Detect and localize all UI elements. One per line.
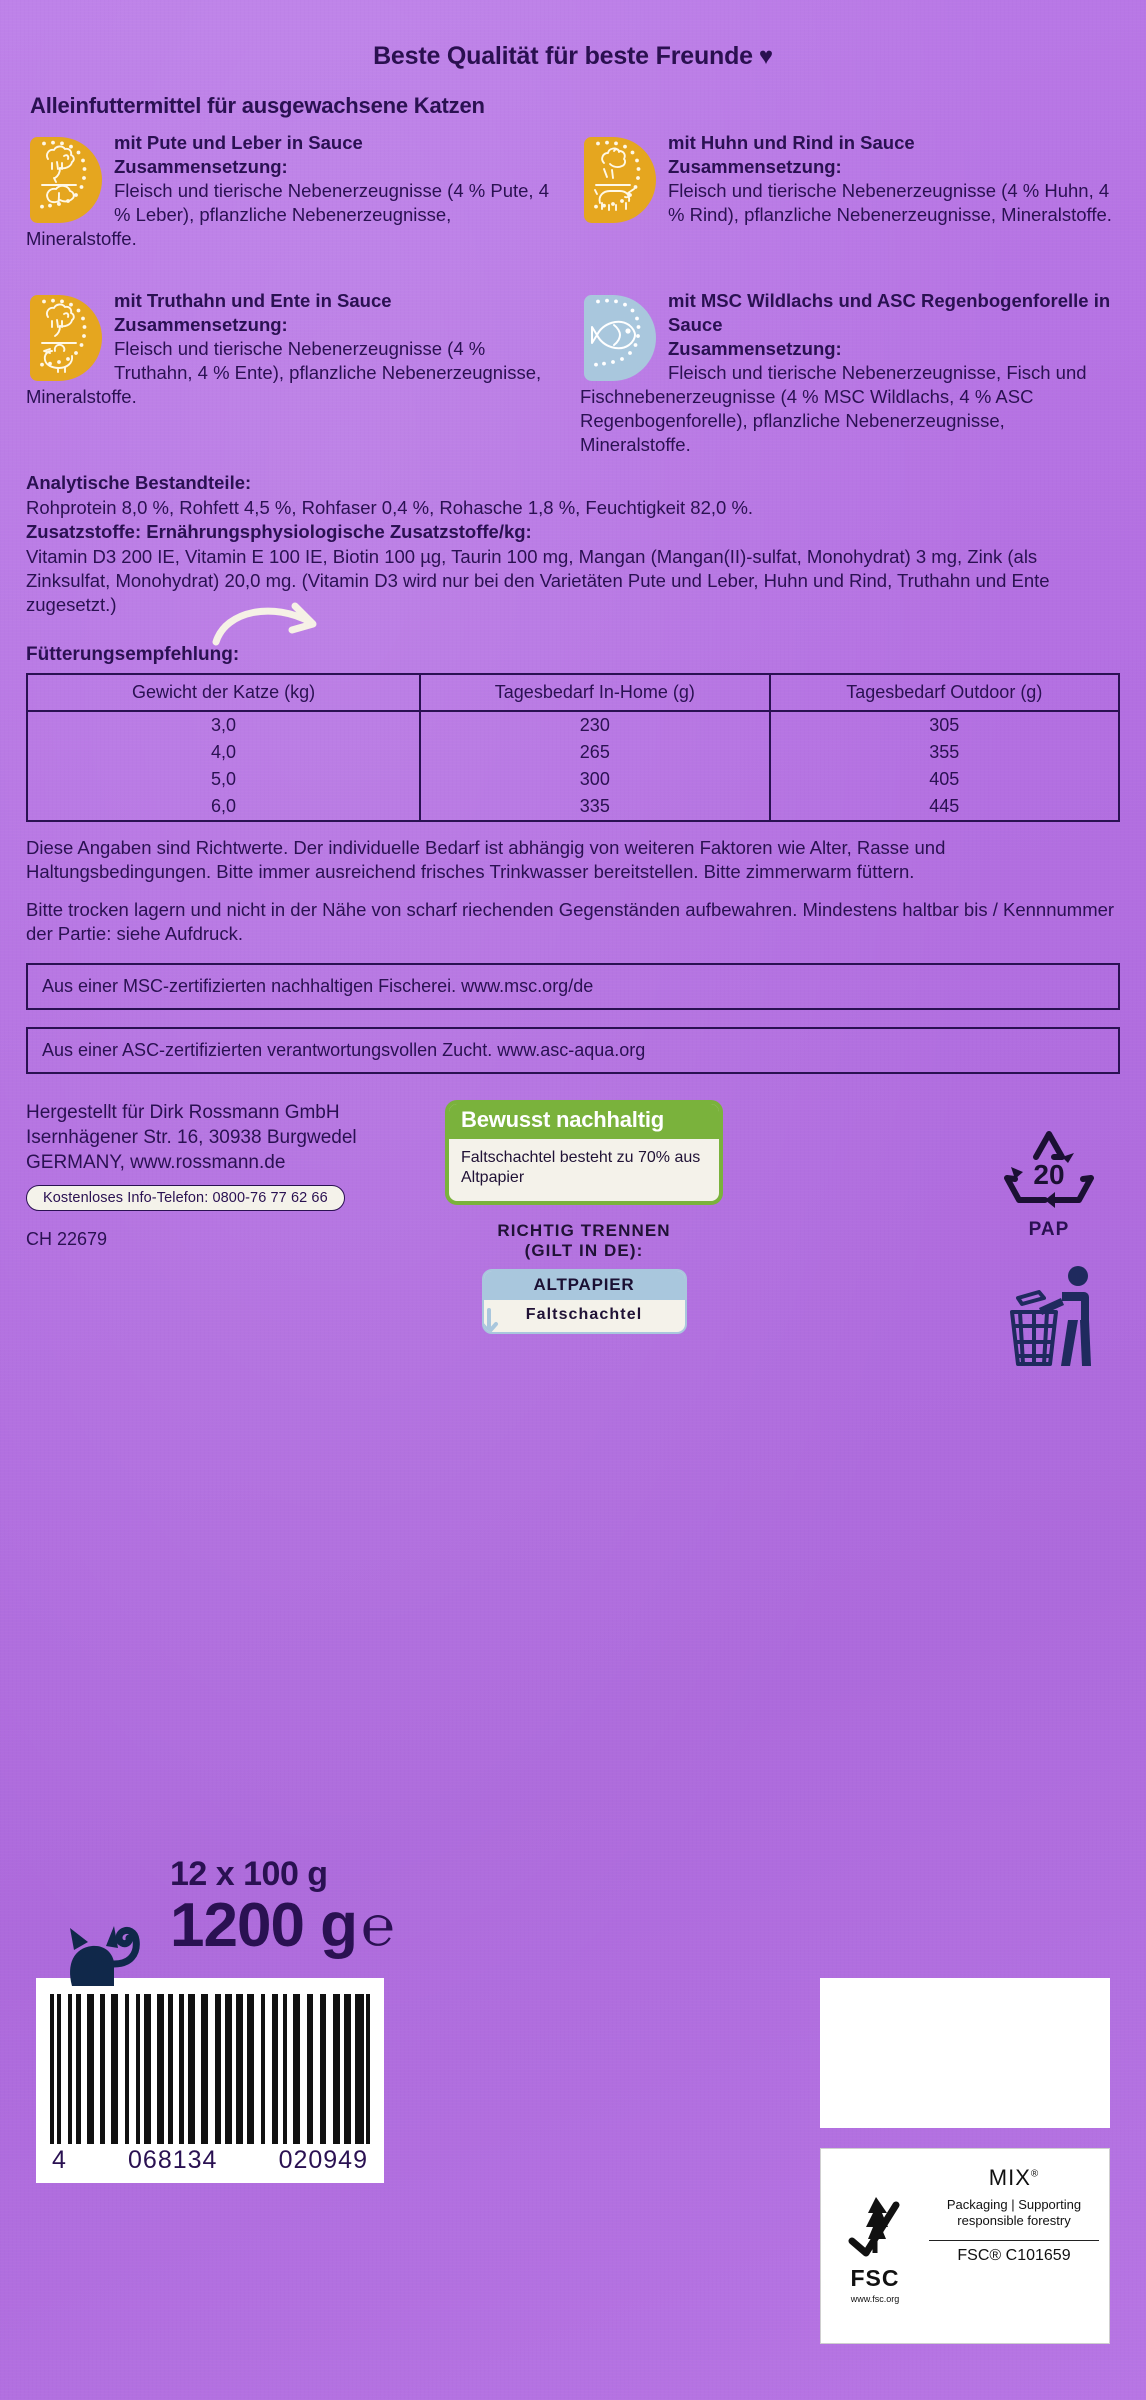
- chicken-beef-icon: [584, 137, 656, 223]
- feeding-title-row: [26, 644, 1120, 666]
- cat-silhouette-icon: [52, 1912, 172, 1986]
- feeding-table: [26, 673, 1120, 822]
- batch-code: CH 22679: [26, 1228, 108, 1249]
- col-header-weight: Gewicht der Katze (kg): [27, 674, 420, 711]
- analysis-section: [26, 471, 1120, 617]
- cell-weight: 3,0: [27, 711, 420, 739]
- variety-block-pute-leber: [26, 131, 566, 281]
- cell-inhome: 265: [420, 739, 769, 766]
- cell-weight: 4,0: [27, 739, 420, 766]
- sustainability-badge: [445, 1100, 723, 1205]
- variety-composition: Fleisch und tierische Nebenerzeugnisse, Fisch und Fischnebenerzeugnisse (4 % MSC Wildlachs, 4 % ASC Regenbogenforelle), pflanzliche Nebenerzeugnisse, Mineralstoffe.: [580, 362, 1087, 456]
- product-subtitle: Alleinfuttermittel für ausgewachsene Katzen: [30, 93, 485, 118]
- fsc-tree-checkmark-icon: [846, 2189, 904, 2261]
- variety-text: [580, 131, 1120, 227]
- variety-block-truthahn-ente: [26, 289, 566, 457]
- variety-text: [580, 289, 1120, 457]
- turkey-duck-icon: [30, 295, 102, 381]
- bin-item: Faltschachtel: [525, 1305, 643, 1323]
- variety-name: mit Truthahn und Ente in Sauce: [114, 290, 392, 311]
- total-weight-row: [170, 1891, 394, 1960]
- table-row: [27, 766, 1119, 793]
- cell-inhome: 230: [420, 711, 769, 739]
- variety-block-fisch: [580, 289, 1120, 457]
- fsc-url: www.fsc.org: [850, 2293, 900, 2304]
- fsc-label: [820, 2148, 1110, 2344]
- fsc-description: Packaging | Supporting responsible forestry: [946, 2197, 1082, 2229]
- altpapier-bin-label: [482, 1269, 687, 1334]
- barcode-check-digit: 4: [52, 2146, 67, 2174]
- manufacturer-line-1: Hergestellt für Dirk Rossmann GmbH: [26, 1101, 340, 1123]
- constituents-value: Rohprotein 8,0 %, Rohfett 4,5 %, Rohfaser 0,4 %, Rohasche 1,8 %, Feuchtigkeit 82,0 %.: [26, 496, 754, 518]
- cell-outdoor: 305: [770, 711, 1119, 739]
- sustainability-title: Bewusst nachhaltig: [449, 1104, 719, 1139]
- col-header-inhome: Tagesbedarf In-Home (g): [420, 674, 769, 711]
- msc-certification-box: Aus einer MSC-zertifizierten nachhaltigen Fischerei. www.msc.org/de: [26, 963, 1120, 1010]
- blank-print-area: [820, 1978, 1110, 2128]
- bin-type: ALTPAPIER: [484, 1271, 685, 1300]
- manufacturer-block: [26, 1100, 431, 1334]
- barcode-digits: [50, 2144, 370, 2175]
- variety-composition-label: Zusammensetzung:: [668, 338, 842, 360]
- cell-outdoor: 355: [770, 739, 1119, 766]
- variety-composition: Fleisch und tierische Nebenerzeugnisse (4 % Pute, 4 % Leber), pflanzliche Nebenerzeugnisse, Mineralstoffe.: [26, 180, 549, 250]
- variety-block-huhn-rind: [580, 131, 1120, 281]
- asc-certification-box: Aus einer ASC-zertifizierten verantwortungsvollen Zucht. www.asc-aqua.org: [26, 1027, 1120, 1074]
- barcode-bars: [50, 1994, 370, 2144]
- variety-name: mit Huhn und Rind in Sauce: [668, 132, 915, 153]
- manufacturer-line-3: GERMANY, www.rossmann.de: [26, 1152, 286, 1174]
- cell-weight: 6,0: [27, 793, 420, 821]
- fish-icon: [584, 295, 656, 381]
- weight-block: [170, 1855, 394, 1960]
- cell-inhome: 335: [420, 793, 769, 821]
- table-row: [27, 739, 1119, 766]
- additives-label: Zusatzstoffe: Ernährungsphysiologische Zusatzstoffe/kg:: [26, 521, 532, 543]
- recycling-symbol: [994, 1126, 1104, 1241]
- fsc-logo: [821, 2149, 929, 2343]
- fsc-details: [929, 2149, 1109, 2343]
- recycle-triangle-icon: [999, 1126, 1099, 1212]
- cell-inhome: 300: [420, 766, 769, 793]
- variety-composition-label: Zusammensetzung:: [114, 314, 288, 336]
- separation-line-1: RICHTIG TRENNEN: [497, 1220, 671, 1240]
- pack-count: 12 x 100 g: [170, 1855, 328, 1893]
- cell-outdoor: 445: [770, 793, 1119, 821]
- manufacturer-line-2: Isernhägener Str. 16, 30938 Burgwedel: [26, 1127, 357, 1149]
- barcode-right-group: 020949: [278, 2146, 368, 2174]
- storage-note: Bitte trocken lagern und nicht in der Nähe von scharf riechenden Gegenständen aufbewahren. Mindestens haltbar bis / Kennnummer der Partie: siehe Aufdruck.: [26, 898, 1115, 944]
- col-header-outdoor: Tagesbedarf Outdoor (g): [770, 674, 1119, 711]
- constituents-label: Analytische Bestandteile:: [26, 472, 252, 494]
- total-weight: 1200 g: [170, 1891, 358, 1960]
- recycle-code-number: 20: [1033, 1158, 1065, 1190]
- variety-composition: Fleisch und tierische Nebenerzeugnisse (4 % Truthahn, 4 % Ente), pflanzliche Nebenerzeugnisse, Mineralstoffe.: [26, 338, 542, 408]
- e-mark-icon: ℮: [361, 1894, 394, 1958]
- barcode: [36, 1978, 384, 2183]
- registered-mark: ®: [1030, 2168, 1040, 2180]
- variety-composition-label: Zusammensetzung:: [114, 156, 288, 178]
- variety-name: mit Pute und Leber in Sauce: [114, 132, 363, 153]
- recycle-material-label: PAP: [1028, 1218, 1070, 1240]
- variety-composition: Fleisch und tierische Nebenerzeugnisse (4 % Huhn, 4 % Rind), pflanzliche Nebenerzeugnisse, Mineralstoffe.: [668, 180, 1112, 226]
- feeding-note: Diese Angaben sind Richtwerte. Der individuelle Bedarf ist abhängig von weiteren Faktoren wie Alter, Rasse und Haltungsbedingungen. Bitte immer ausreichend frisches Trinkwasser bereitstellen. Bitte zimmerwarm füttern.: [26, 836, 946, 882]
- curved-arrow-icon: [212, 600, 342, 648]
- tagline: [26, 0, 1120, 71]
- cell-outdoor: 405: [770, 766, 1119, 793]
- fsc-license-code: FSC® C101659: [929, 2240, 1099, 2265]
- separation-instructions: [445, 1221, 723, 1334]
- fsc-wordmark: FSC: [850, 2264, 900, 2291]
- variety-text: [26, 289, 566, 409]
- fsc-mix-text: MIX: [988, 2165, 1031, 2190]
- dispose-in-bin-icon: [994, 1260, 1106, 1370]
- table-row: [27, 793, 1119, 821]
- variety-composition-label: Zusammensetzung:: [668, 156, 842, 178]
- barcode-left-group: 068134: [128, 2146, 218, 2174]
- table-header-row: [27, 674, 1119, 711]
- turkey-liver-icon: [30, 137, 102, 223]
- variety-grid: [26, 131, 1120, 457]
- down-arrow-icon: [482, 1308, 502, 1334]
- variety-text: [26, 131, 566, 251]
- fsc-mix-label: [929, 2165, 1099, 2191]
- info-phone-pill[interactable]: Kostenloses Info-Telefon: 0800-76 77 62 66: [26, 1185, 345, 1211]
- additives-value: Vitamin D3 200 IE, Vitamin E 100 IE, Biotin 100 µg, Taurin 100 mg, Mangan (Mangan(II)-sulfat, Monohydrat) 3 mg, Zink (als Zinksulfat, Monohydrat) 20,0 mg. (Vitamin D3 wird nur bei den Varietäten Pute und Leber, Huhn und Rind, Truthahn und Ente zugesetzt.): [26, 545, 1050, 616]
- cell-weight: 5,0: [27, 766, 420, 793]
- tagline-text: Beste Qualität für beste Freunde: [373, 42, 753, 70]
- table-row: [27, 711, 1119, 739]
- separation-line-2: (GILT IN DE):: [524, 1240, 644, 1260]
- sustainability-body: Faltschachtel besteht zu 70% aus Altpapier: [461, 1148, 701, 1187]
- variety-name: mit MSC Wildlachs und ASC Regenbogenforelle in Sauce: [668, 290, 1111, 336]
- feeding-title: Fütterungsempfehlung:: [26, 643, 240, 665]
- eco-block: [431, 1100, 1120, 1334]
- footer-section: [26, 1100, 1120, 1334]
- heart-icon: ♥: [758, 43, 773, 70]
